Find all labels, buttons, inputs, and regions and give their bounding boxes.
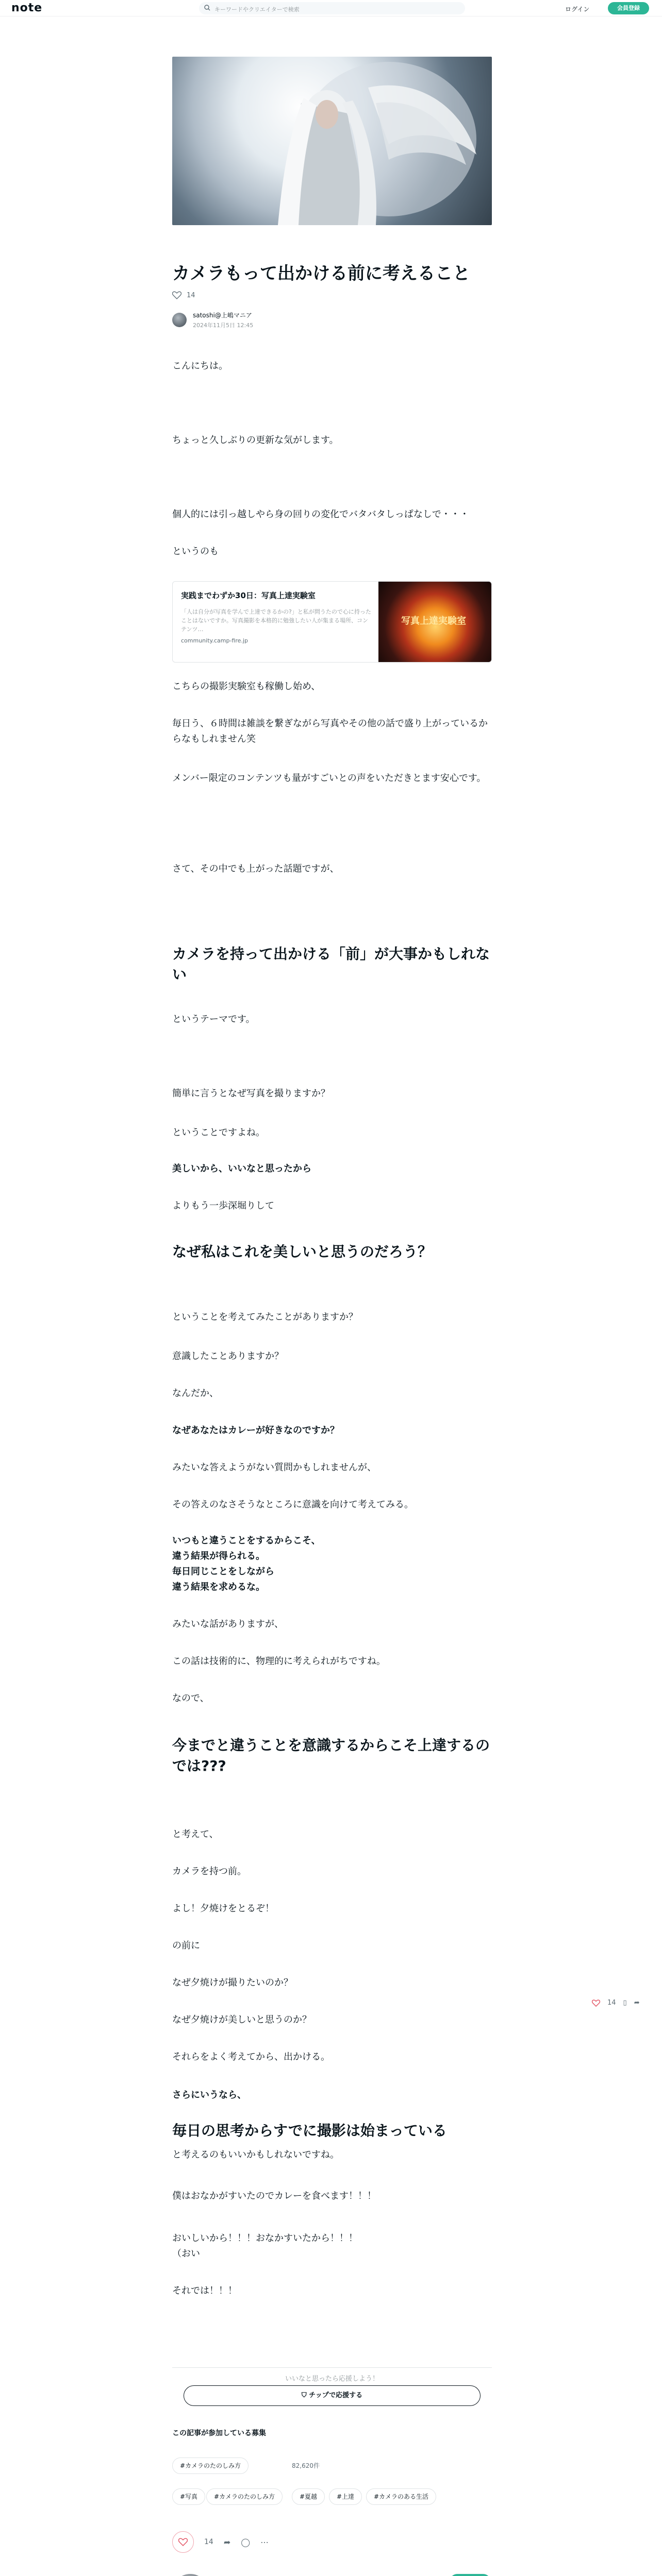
paragraph: ということですよね。 bbox=[172, 1127, 265, 1138]
article-actions bbox=[172, 2531, 269, 2553]
paragraph: の前に bbox=[172, 1940, 200, 1951]
support-label: いいなと思ったら応援しよう！ bbox=[285, 2375, 379, 2383]
paragraph: みたいな話がありますが、 bbox=[172, 1619, 284, 1630]
paragraph: なので、 bbox=[172, 1693, 209, 1704]
link-card-image-text: 写真上達実験室 bbox=[401, 616, 466, 626]
paragraph: こんにちは。 bbox=[172, 361, 228, 371]
paragraph: カメラを持つ前。 bbox=[172, 1866, 246, 1877]
more-icon[interactable]: ⋯ bbox=[260, 2537, 269, 2547]
heart-icon[interactable] bbox=[172, 291, 181, 299]
paragraph: メンバー限定のコンテンツも量がすごいとの声をいただきとます安心です。 bbox=[172, 773, 486, 784]
paragraph-bold: 違う結果が得られる。 bbox=[172, 1551, 265, 1562]
paragraph: なぜ夕焼けが撮りたいのか？ bbox=[172, 1977, 293, 1988]
paragraph: と考えて、 bbox=[172, 1829, 219, 1840]
likes-count: 14 bbox=[187, 291, 195, 299]
tip-button-label: チップで応援する bbox=[309, 2392, 363, 2399]
link-card-domain: community.camp-fire.jp bbox=[181, 637, 248, 644]
author-info bbox=[172, 311, 253, 329]
author-name[interactable]: satoshi@上嶋マニア bbox=[193, 312, 252, 319]
hashtag[interactable]: #カメラのたのしみ方 bbox=[206, 2488, 283, 2505]
paragraph: おいしいから！！！おなかすいたから！！！ bbox=[172, 2233, 358, 2244]
paragraph: と考えるのもいいかもしれないですね。 bbox=[172, 2149, 339, 2160]
paragraph: 個人的には引っ越しやら身の回りの変化でバタバタしっぱなしで・・・ bbox=[172, 509, 469, 520]
author-profile bbox=[172, 2574, 492, 2576]
search-placeholder: キーワードやクリエイターで検索 bbox=[214, 6, 300, 13]
paragraph: 僕はおなかがすいたのでカレーを食べます！！！ bbox=[172, 2191, 376, 2201]
paragraph: なぜ夕焼けが美しいと思うのか？ bbox=[172, 2014, 311, 2025]
section-heading: 毎日の思考からすでに撮影は始まっている bbox=[172, 2122, 447, 2139]
link-card-description: 「人は自分が写真を学んで上達できるかの?」と私が問うたので心に持ったことはないですか。写真撮影を本格的に勉強したい人が集まる場所、コンテンツ… bbox=[181, 608, 371, 633]
heart-icon bbox=[178, 2538, 188, 2546]
heart-icon[interactable] bbox=[592, 1999, 600, 2007]
paragraph: 意識したことありますか？ bbox=[172, 1351, 284, 1362]
link-card-title: 実践までわずか30日：写真上達実験室 bbox=[181, 591, 316, 600]
paragraph: ということを考えてみたことがありますか？ bbox=[172, 1312, 358, 1323]
section-heading: なぜ私はこれを美しいと思うのだろう？ bbox=[172, 1243, 433, 1260]
paragraph: （おい bbox=[172, 2248, 200, 2259]
paragraph: というテーマです。 bbox=[172, 1014, 255, 1025]
comment-icon[interactable]: ◯ bbox=[241, 2537, 251, 2547]
section-heading: 今までと違うことを意識するからこそ上達するのでは??? bbox=[172, 1737, 490, 1774]
floating-like-count: 14 bbox=[607, 1999, 616, 2007]
paragraph: それらをよく考えてから、出かける。 bbox=[172, 2052, 330, 2062]
paragraph-bold: さらにいうなら、 bbox=[172, 2090, 246, 2100]
hashtag[interactable]: #夏越 bbox=[292, 2488, 325, 2505]
paragraph: こちらの撮影実験室も稼働し始め、 bbox=[172, 681, 321, 692]
like-button[interactable] bbox=[172, 2531, 194, 2553]
paragraph: よし！夕焼けをとるぞ！ bbox=[172, 1903, 274, 1914]
paragraph: なんだか、 bbox=[172, 1388, 219, 1399]
link-card-image bbox=[378, 582, 492, 663]
follow-button[interactable] bbox=[450, 2574, 491, 2576]
paragraph-bold: 美しいから、いいなと思ったから bbox=[172, 1163, 311, 1174]
paragraph-bold: いつもと違うことをするからこそ、 bbox=[172, 1535, 321, 1546]
site-header bbox=[0, 0, 662, 16]
angel-illustration bbox=[172, 57, 492, 225]
paragraph: というのも bbox=[172, 546, 219, 557]
magazine-count: 82,620件 bbox=[292, 2462, 320, 2469]
search-input[interactable] bbox=[199, 2, 465, 14]
support-box bbox=[172, 2367, 492, 2409]
paragraph: その答えのなさそうなところに意識を向けて考えてみる。 bbox=[172, 1499, 413, 1510]
hero-image bbox=[172, 57, 492, 225]
share-icon[interactable]: ➦ bbox=[634, 1999, 640, 2007]
paragraph: それでは！！！ bbox=[172, 2285, 237, 2296]
paragraph: よりもう一歩深堀りして bbox=[172, 1200, 274, 1211]
tip-button[interactable] bbox=[184, 2385, 481, 2406]
floating-actions bbox=[592, 1999, 640, 2007]
hashtag[interactable]: #写真 bbox=[172, 2488, 205, 2505]
paragraph: さて、その中でも上がった話題ですが、 bbox=[172, 863, 339, 874]
profile-avatar[interactable] bbox=[172, 2574, 208, 2576]
hashtag[interactable]: #カメラのある生活 bbox=[366, 2488, 436, 2505]
hashtag[interactable]: #上達 bbox=[329, 2488, 362, 2505]
paragraph-bold: 毎日同じことをしながら bbox=[172, 1566, 274, 1577]
paragraph: 毎日う、６時間は雑談を繋ぎながら写真やその他の話で盛り上がっているからなもしれません笑 bbox=[172, 718, 488, 744]
like-count: 14 bbox=[204, 2538, 213, 2546]
publish-date: 2024年11月5日 12:45 bbox=[193, 322, 254, 329]
paragraph: ちょっと久しぶりの更新な気がします。 bbox=[172, 435, 339, 446]
paragraph-bold: なぜあなたはカレーが好きなのですか？ bbox=[172, 1425, 339, 1436]
bookmark-icon[interactable]: ▯ bbox=[623, 1999, 627, 2007]
article-title: カメラもって出かける前に考えること bbox=[172, 263, 470, 284]
paragraph-bold: 違う結果を求めるな。 bbox=[172, 1582, 265, 1592]
signup-button[interactable]: 会員登録 bbox=[608, 2, 649, 14]
magazine-tag[interactable]: #カメラのたのしみ方 bbox=[172, 2458, 249, 2474]
paragraph: 簡単に言うとなぜ写真を撮りますか？ bbox=[172, 1088, 330, 1099]
link-card[interactable] bbox=[172, 581, 492, 663]
paragraph: みたいな答えようがない質問かもしれませんが、 bbox=[172, 1462, 376, 1473]
share-icon[interactable]: ➦ bbox=[223, 2537, 231, 2547]
article-likes bbox=[172, 291, 195, 299]
note-logo[interactable]: note bbox=[11, 2, 43, 14]
tip-icon: ⛉ bbox=[301, 2392, 309, 2399]
paragraph: この話は技術的に、物理的に考えられがちですね。 bbox=[172, 1656, 386, 1667]
search-icon bbox=[204, 5, 210, 11]
author-avatar[interactable] bbox=[172, 313, 187, 327]
section-heading: カメラを持って出かける「前」が大事かもしれない bbox=[172, 945, 490, 983]
login-link[interactable]: ログイン bbox=[565, 6, 590, 13]
magazine-label: この記事が参加している募集 bbox=[172, 2429, 266, 2437]
